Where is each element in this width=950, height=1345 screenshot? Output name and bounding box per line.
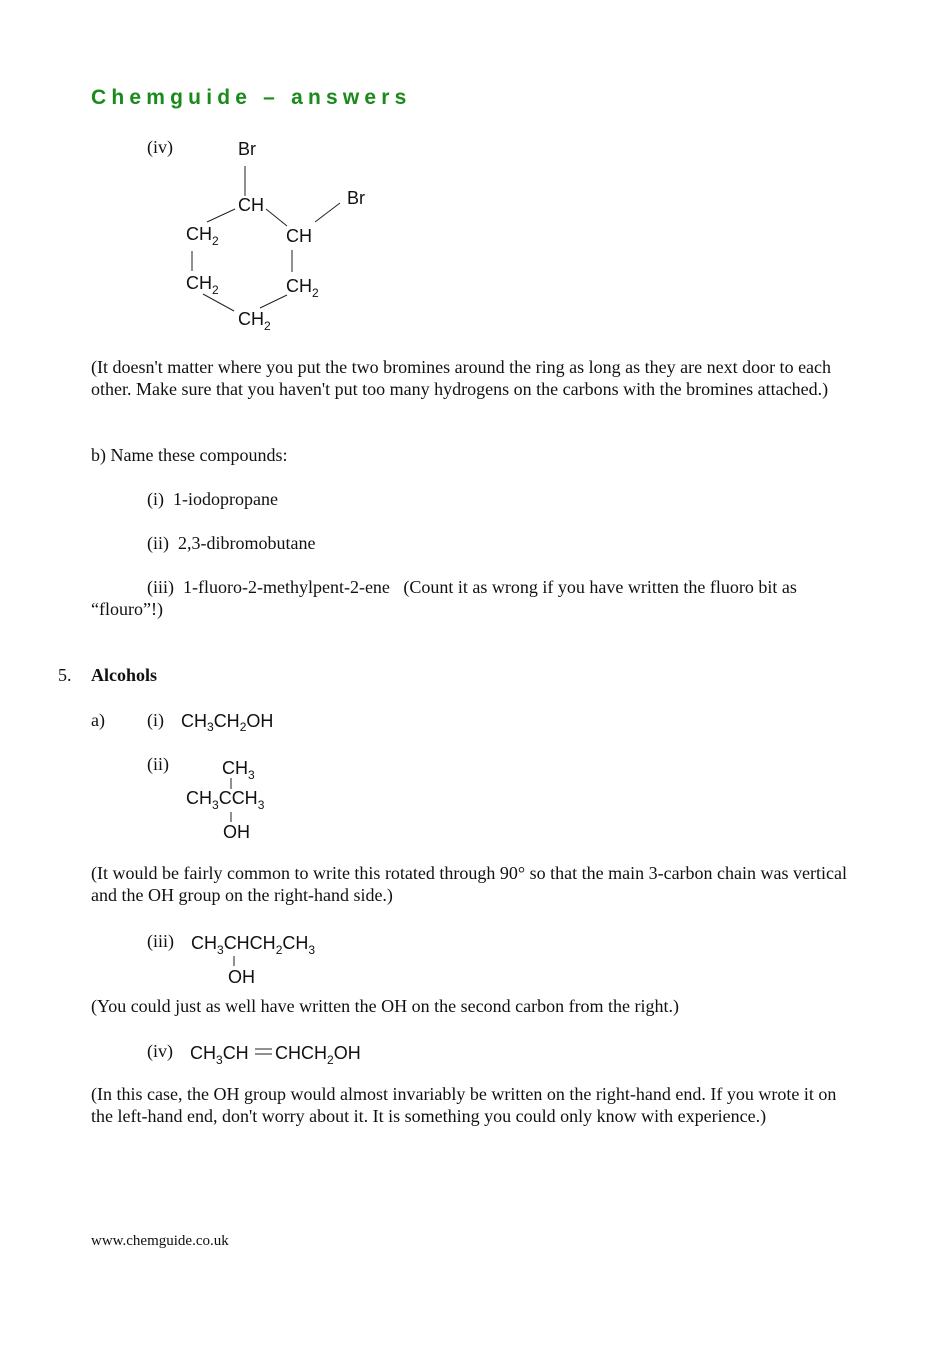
ch2-lower-left-label: $CH_2$ [186, 273, 219, 297]
ring-note: (It doesn't matter where you put the two bromines around the ring as long as they are next door to each other. Make sure that you haven't put too many hydrogens on the carbons with the bromines attached.) [91, 357, 832, 399]
alcohol-ii-label: (ii) [147, 754, 169, 774]
ch2-lower-right-label: $CH_2$ [286, 276, 319, 300]
section-number: 5. [58, 665, 72, 685]
footer-url: www.chemguide.co.uk [91, 1233, 229, 1249]
br-top-label: Br [238, 139, 256, 159]
section-heading: Alcohols [91, 665, 158, 685]
ch-right-label: CH [286, 226, 312, 246]
part-b-item-iii-continuation: “flouro”!) [91, 599, 163, 619]
svg-text:CH3CCH3: $CH_3CCH_3$ [186, 788, 265, 812]
ch2-upper-left-label: $CH_2$ [186, 224, 219, 248]
item-label-iv: (iv) [147, 137, 173, 157]
alcohol-iv-label: (iv) [147, 1041, 173, 1061]
page-title: Chemguide – answers [91, 86, 412, 109]
svg-text:OH: OH [228, 967, 255, 987]
br-right-label: Br [347, 188, 365, 208]
note-iv: (In this case, the OH group would almost invariably be written on the right-hand end. If you wrote it on the left-hand end, don't worry about it. It is something you could only know with experience.) [91, 1084, 837, 1126]
part-b-item-i: (i) 1-iodopropane [147, 489, 278, 509]
svg-text:CH3CH: $CH_3CH$ [190, 1043, 249, 1067]
part-b-item-iii: (iii) 1-fluoro-2-methylpent-2-ene (Count it as wrong if you have written the fluoro bit as [147, 577, 797, 597]
svg-text:CH3: $CH_3$ [222, 758, 255, 782]
part-b-prompt: b) Name these compounds: [91, 445, 288, 465]
alcohol-iii-label: (iii) [147, 931, 174, 951]
ch2-bottom-label: $CH_2$ [238, 309, 271, 333]
part-b-item-ii: (ii) 2,3-dibromobutane [147, 533, 316, 553]
svg-text:CHCH2OH: $CHCH_2OH$ [275, 1043, 361, 1067]
ch-top-label: CH [238, 195, 264, 215]
part-a-label: a) [91, 710, 105, 730]
note-iii: (You could just as well have written the OH on the second carbon from the right.) [91, 996, 680, 1016]
svg-text:OH: OH [223, 822, 250, 842]
alcohol-i-label: (i) [147, 710, 164, 730]
svg-text:CH3CHCH2CH3: $CH_3CHCH_2CH_3$ [191, 933, 316, 957]
note-ii: (It would be fairly common to write this rotated through 90° so that the main 3-carbon chain was vertical and the OH group on the right-hand side.) [91, 863, 847, 905]
ethanol-formula: $CH_3CH_2OH$ [181, 711, 274, 734]
